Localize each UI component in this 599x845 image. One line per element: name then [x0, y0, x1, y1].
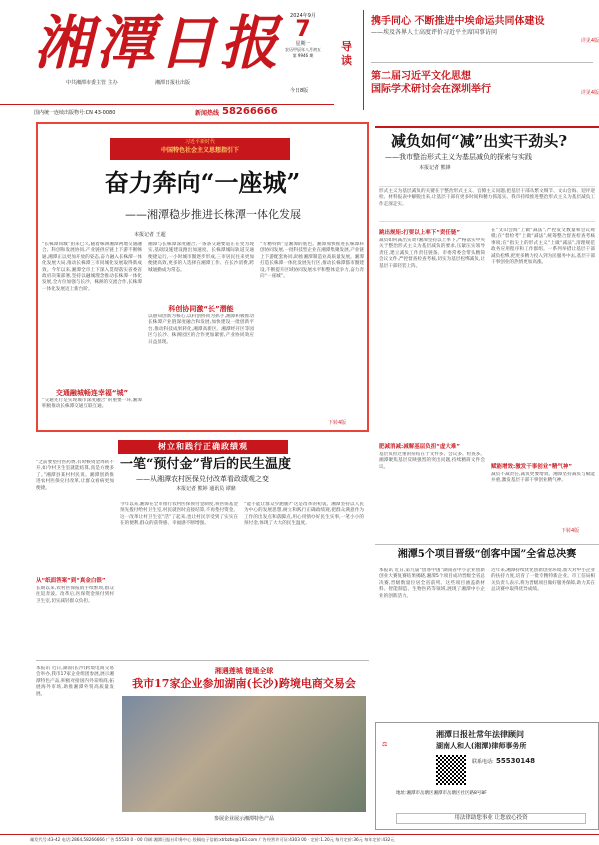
story3-column-2: 近年来,湘潭持续优化创新创业环境,加大对中小企业的扶持力度,培育了一批专精特新企业。市工信局相关负责人表示,将为晋级项目做好服务保障,助力其在总决赛中取得优异成绩。 — [491, 568, 595, 593]
lead-byline: 本报记者 王超 — [134, 232, 166, 238]
lead-badge: 习近平新时代 中国特色社会主义思想指引下 — [110, 138, 290, 160]
right-column-1: 减负如何减出实效?湘潭坚持以上率下,严格落实中央关于整治形式主义为基层减负的要求,压紧压实领导责任,建立减负工作责任链条。市委常委会带头精简会议文件,严控督查检查考核,切实为基层松绑减负,让基层干部轻装上阵。 — [379, 238, 485, 269]
guide-item-2[interactable]: 第二届习近平文化思想 国际学术研讨会在深圳举行 详见4版 — [371, 71, 599, 96]
ad-slogan: 用法律助您事业 让您放心投资 — [396, 813, 586, 824]
lead-column-1b: “交通先行是实现城市深度融合”的重要一环,湘潭积极推动长株潭交通互联互通。 — [42, 398, 142, 410]
story4[interactable] — [36, 662, 369, 832]
masthead-divider — [0, 104, 334, 105]
section2-story[interactable] — [36, 456, 369, 656]
lead-continued: 下转4版 — [328, 420, 347, 426]
story3-column-1: 本报讯 近日,第九届“创客中国”湖南省中小企业创新创业大赛复赛结果揭晓,湘潭5个项目成功晋级全省总决赛,晋级数量位居全省前列。这些项目涵盖新材料、智能制造、生物医药等领域,展现了湘潭中小企业的创新活力。 — [379, 568, 485, 599]
right-story-subtitle: ——我市整治形式主义为基层减负的探索与实践 — [385, 153, 532, 161]
right-intro: 形式主义为基层减负的关键在于整治形式主义、官僚主义问题,把基层干部从繁文缛节、文山会海、迎评迎检、材料报表中解脱出来,让基层干部有更多时间和精力抓落实。我市持续推进整治形式主义为基层减负工作走深走实。 — [379, 186, 595, 222]
hotline-label: 新闻热线 — [195, 110, 220, 117]
publisher-site: 湘潭日报社出版 — [155, 80, 191, 86]
right-story-title: 减负如何“减”出实干劲头? — [391, 132, 568, 150]
guide-label: 导读 — [341, 40, 352, 67]
ad-firm: 湖南人和人(湘潭)律师事务所 — [436, 742, 527, 750]
law-firm-ad[interactable] — [375, 722, 599, 830]
guide-panel — [335, 0, 599, 120]
story4-text: 本报讯 近日,湖南(长沙)跨境电商交易会举办,我市17家企业组团参展,展示湘潭特色产品,积极对接国内外采购商,拓展海外市场,助推湘潭外贸高质量发展。 — [36, 666, 114, 697]
right-heading-3: 赋能增效:激发干事创业“精气神” — [491, 464, 572, 470]
right-column-2b: 减负不减责任,减负更要增效。湘潭坚持减负与赋能并重,激发基层干部干事创业精气神。 — [491, 472, 595, 484]
right-heading-2: 肥减消减:减解基层负担“虚大难” — [379, 444, 460, 450]
lead-column-3: “专精特新”是湘潭的底色。湘潭加快推进长株潭科创协同发展,一批科技型企业在湘潭集聚发展,产业链上下游配套协同,助推湘潭制造业高质量发展。湘潭打造长株潭一体化发展先行区,推动长株潭都市圈建设,不断提升区域协同发展水平和整体竞争力,奋力奔向“一座城”。 — [260, 242, 364, 280]
lead-column-1: “长株潭同城”由来已久,随着株洲湘潭两地交通融合、科创和发展协同,产业链供应链上下游不断畅通,湘潭正以更加开放的姿态,奋力融入长株潭一体化发展大局,推动长株潭三市同城化发展取得新成效。今年以来,湘潭全市上下深入贯彻落实省委省政府决策部署,坚持以融城理念推动长株潭一体化发展,全方位加强与长沙、株洲的交流合作,长株潭一体化发展迈上新台阶。 — [42, 242, 142, 292]
story3[interactable] — [375, 548, 599, 718]
date-box: 2024年9月 7 星期一 农历甲辰年八月初五 第 9946 期 — [285, 13, 321, 58]
section2-column-2: 今年以来,湘潭在全市推行农村医保预付金制度,将医保基金预先拨付给村卫生室,村民就医时直接结算,不再垫付资金。这一改革让村卫生室“活”了起来,也让村民享受到了实实在在的便利,群众的获得感、幸福感不断增强。 — [120, 502, 238, 527]
section2-title: 一笔“预付金”背后的民生温度 — [120, 457, 291, 472]
logo: 湘潭日报 — [34, 9, 283, 77]
right-heading-1: 跳出规矩:打要以上率下“责任链” — [379, 230, 460, 236]
right-story[interactable] — [375, 130, 599, 540]
hotline: 58266666 — [222, 106, 278, 117]
guide-item-1[interactable]: 携手同心 不断推进中埃命运共同体建设 ——埃及各界人士高度评价习近平主席国事访问 详见4版 — [371, 16, 599, 44]
section2-column-3: “能不能让群众少跑腿?”这是改革的初衷。湘潭坚持以人民为中心的发展思想,树立和践行正确政绩观,把群众满意作为工作的出发点和落脚点,用心用情办好民生实事,一笔小小的预付金,体现了大大的民生温度。 — [244, 502, 364, 527]
lead-column-2b: 以感知创新为核心,以科创协同为抓手,湘潭积极推动长株潭产业链深度融合和发展,加快建设一批创新平台,推动科技成果转化,湘潭高新区、湘潭经开区等园区与长沙、株洲园区的合作更加紧密,产业协同效应日益显现。 — [148, 314, 254, 345]
lead-subtitle: ——湘潭稳步推进长株潭一体化发展 — [125, 208, 301, 221]
section2-column-1: “之前要垫付医药费,有时候资金周转不开,如今村卫生室就能结算,真是方便多了。”湘潭县某村村民说。湘潭创新推进农村医保兑付改革,让群众看病更加便捷。 — [36, 460, 114, 491]
right-column-1b: 基层负担过重的症结在于文件多、会议多、检查多。湘潭聚焦基层反映强烈的突出问题,持续精简文件会议。 — [379, 452, 485, 470]
issue-day: 7 — [295, 17, 311, 42]
right-continued: 下转4版 — [561, 528, 580, 534]
right-column-2: 在“文山会海”上做“减法”,严控发文数量和会议规模;在“督检考”上做“减法”,统筹整合督查检查考核事项;在“指尖上的形式主义”上做“减法”,清理规范政务应用程序和工作群组。一系列举措让基层干部减负松绑,把更多精力投入到为民服务中去,基层干部干事创业的热情更加高涨。 — [491, 228, 595, 266]
lead-story-box[interactable] — [36, 122, 369, 432]
footer: 邮发代号:43-42 电话:2864,58266666 广告:55530 0 · 00 印刷:湘潭日报社印务中心 投稿电子信箱:xtrbzbs@163.com 广告经营许可证:4303 00 · 定价:1.20元 每月定价:36元 每年定价:432元 — [30, 837, 395, 842]
section2-column-1b: 长期以来,农村医保报销手续繁琐,群众往返奔波。改革后,医保资金预付到村卫生室,切实减轻群众负担。 — [36, 586, 114, 604]
ad-title: 湘潭日报社常年法律顾问 — [436, 730, 524, 739]
ad-address: 地址:湘潭市岳塘区湘潭市岳塘区社区路8号8F — [396, 791, 487, 796]
lead-column-2: 湘潭与长株潭深度融合,一条条交通要道正在变为现实,基础设施建设跑出加速度。长株潭城际轨道交通便捷运行,一小时城市圈逐步形成,三市居民往来更加便捷高效,更多的人选择在湘潭工作、在长沙消费,跨城通勤成为常态。 — [148, 242, 254, 273]
story4-caption: 参展企业展示湘潭特色产品 — [213, 816, 274, 822]
section2-label: 树立和践行正确政绩观 — [118, 440, 288, 454]
story4-kicker: 湘遇莲城 链通全球 — [214, 667, 274, 675]
section2-byline: 本报记者 熊婷 通讯员 谭鼎 — [176, 486, 236, 492]
lead-subheading-2: 交通融城畅连幸福“城” — [55, 389, 129, 397]
ad-qr-code — [436, 755, 466, 785]
story4-title: 我市17家企业参加湖南(长沙)跨境电商交易会 — [132, 677, 356, 690]
publisher: 中共湘潭市委主管 主办 — [66, 80, 118, 86]
section2-side-heading: 从“纸面答案”到“真金白银” — [36, 578, 106, 584]
ad-phone: 55530148 — [496, 757, 535, 765]
cn-code: 国内统一连续出版物号:CN 43-0080 — [34, 110, 116, 116]
lead-subheading-1: 科创协同激“长”潜能 — [168, 305, 234, 313]
story4-photo — [122, 696, 366, 812]
ad-phone-label: 联系电话: — [472, 759, 494, 765]
right-story-byline: 本报记者 熊锋 — [419, 165, 451, 171]
ad-firm-logo-icon: ⚖ — [382, 741, 388, 748]
story3-title: 湘潭5个项目晋级“创客中国”全省总决赛 — [397, 549, 577, 560]
section2-subtitle: ——从湘潭农村医保兑付改革看政绩观之变 — [136, 475, 269, 483]
lead-title: 奋力奔向“一座城” — [104, 168, 301, 197]
pages-count: 今日8版 — [290, 88, 309, 94]
